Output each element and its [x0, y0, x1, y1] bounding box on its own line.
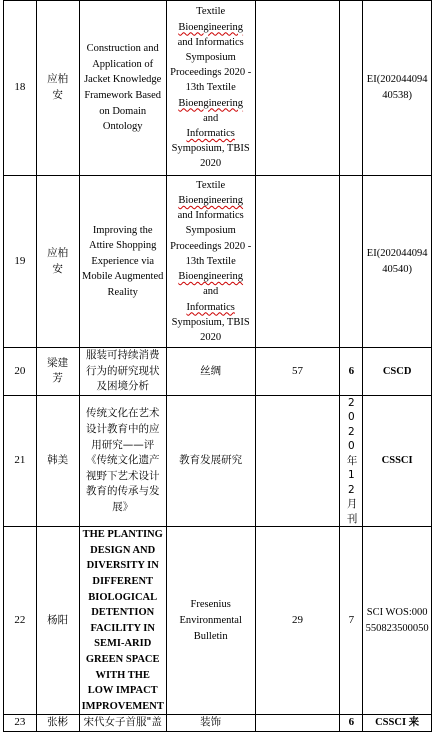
table-row — [4, 348, 432, 396]
index-cell: CSCD — [363, 348, 432, 396]
issue-cell — [340, 395, 363, 527]
venue-line: 2020 — [200, 158, 222, 170]
index-cell: CSSCI 来 — [363, 715, 432, 732]
volume-cell — [255, 176, 340, 348]
volume-cell — [255, 715, 340, 732]
volume-cell — [255, 1, 340, 176]
venue-line: Proceedings 2020 - — [170, 240, 252, 252]
venue-line: Bioengineering — [178, 21, 244, 33]
issue-cell: 7 — [340, 527, 363, 715]
venue-line: 13th Textile — [185, 255, 236, 267]
row-number: 19 — [4, 176, 37, 348]
table-row — [4, 527, 432, 715]
venue-line: Textile — [196, 179, 226, 191]
venue-line: and — [203, 112, 219, 124]
venue-cell: 教育发展研究 — [166, 395, 255, 527]
author-cell: 张彬 — [36, 715, 79, 732]
venue-line: and Informatics — [177, 36, 244, 48]
venue-line: Informatics — [186, 301, 235, 313]
issue-cell — [340, 1, 363, 176]
table-row — [4, 1, 432, 176]
author-cell: 应柏安 — [36, 176, 79, 348]
row-number: 20 — [4, 348, 37, 396]
issue-cell — [340, 176, 363, 348]
venue-line: Informatics — [186, 128, 235, 139]
table-row — [4, 395, 432, 527]
issue-cell: 6 — [340, 715, 363, 732]
row-number: 21 — [4, 395, 37, 527]
venue-cell: Fresenius Environmental Bulletin — [166, 527, 255, 715]
venue-line: Symposium — [185, 51, 236, 63]
author-cell: 韩美 — [36, 395, 79, 527]
table-row — [4, 176, 432, 348]
publication-table — [3, 0, 432, 732]
row-number: 22 — [4, 527, 37, 715]
volume-cell — [255, 395, 340, 527]
paper-title: 宋代女子首服"盖 — [79, 715, 166, 732]
author-cell: 梁建芳 — [36, 348, 79, 396]
venue-line: Bioengineering — [178, 195, 244, 207]
issue-cell: 6 — [340, 348, 363, 396]
volume-cell: 57 — [255, 348, 340, 396]
venue-cell: 装饰 — [166, 715, 255, 732]
venue-cell — [166, 1, 255, 176]
venue-line: 2020 — [200, 331, 222, 343]
index-cell: EI(20204409440538) — [363, 1, 432, 176]
paper-title: Construction and Application of Jacket Knowledge Framework Based on Domain Ontology — [79, 1, 166, 176]
index-cell: SCI WOS:000550823500050 — [363, 527, 432, 715]
paper-title: 服装可持续消费行为的研究现状及困境分析 — [79, 348, 166, 396]
venue-line: 13th Textile — [185, 82, 236, 94]
venue-line: Symposium — [185, 225, 236, 237]
index-cell: EI(20204409440540) — [363, 176, 432, 348]
venue-cell — [166, 176, 255, 348]
venue-line: Proceedings 2020 - — [170, 67, 252, 79]
venue-line: Textile — [196, 6, 226, 18]
venue-line: Bioengineering — [178, 97, 244, 109]
row-number: 23 — [4, 715, 37, 732]
paper-title: THE PLANTING DESIGN AND DIVERSITY IN DIFFERENT BIOLOGICAL DETENTION FACILITY IN SEMI-ARID GREEN SPACE WITH THE LOW IMPACT IMPROVEMENT — [79, 527, 166, 715]
paper-title: Improving the Attire Shopping Experience via Mobile Augmented Reality — [79, 176, 166, 348]
index-cell: CSSCI — [363, 395, 432, 527]
venue-line: and Informatics — [177, 210, 244, 222]
venue-cell: 丝绸 — [166, 348, 255, 396]
venue-line: and — [203, 286, 219, 298]
venue-line: Bioengineering — [178, 271, 244, 283]
issue-date: 2020年12月刊 — [346, 396, 358, 525]
author-cell: 杨阳 — [36, 527, 79, 715]
table-row — [4, 715, 432, 732]
author-cell: 应柏安 — [36, 1, 79, 176]
volume-cell: 29 — [255, 527, 340, 715]
venue-line: Symposium, TBIS — [171, 143, 250, 155]
venue-line: Symposium, TBIS — [171, 316, 250, 328]
paper-title: 传统文化在艺术设计教育中的应用研究——评《传统文化遗产视野下艺术设计教育的传承与发展》 — [79, 395, 166, 527]
row-number: 18 — [4, 1, 37, 176]
